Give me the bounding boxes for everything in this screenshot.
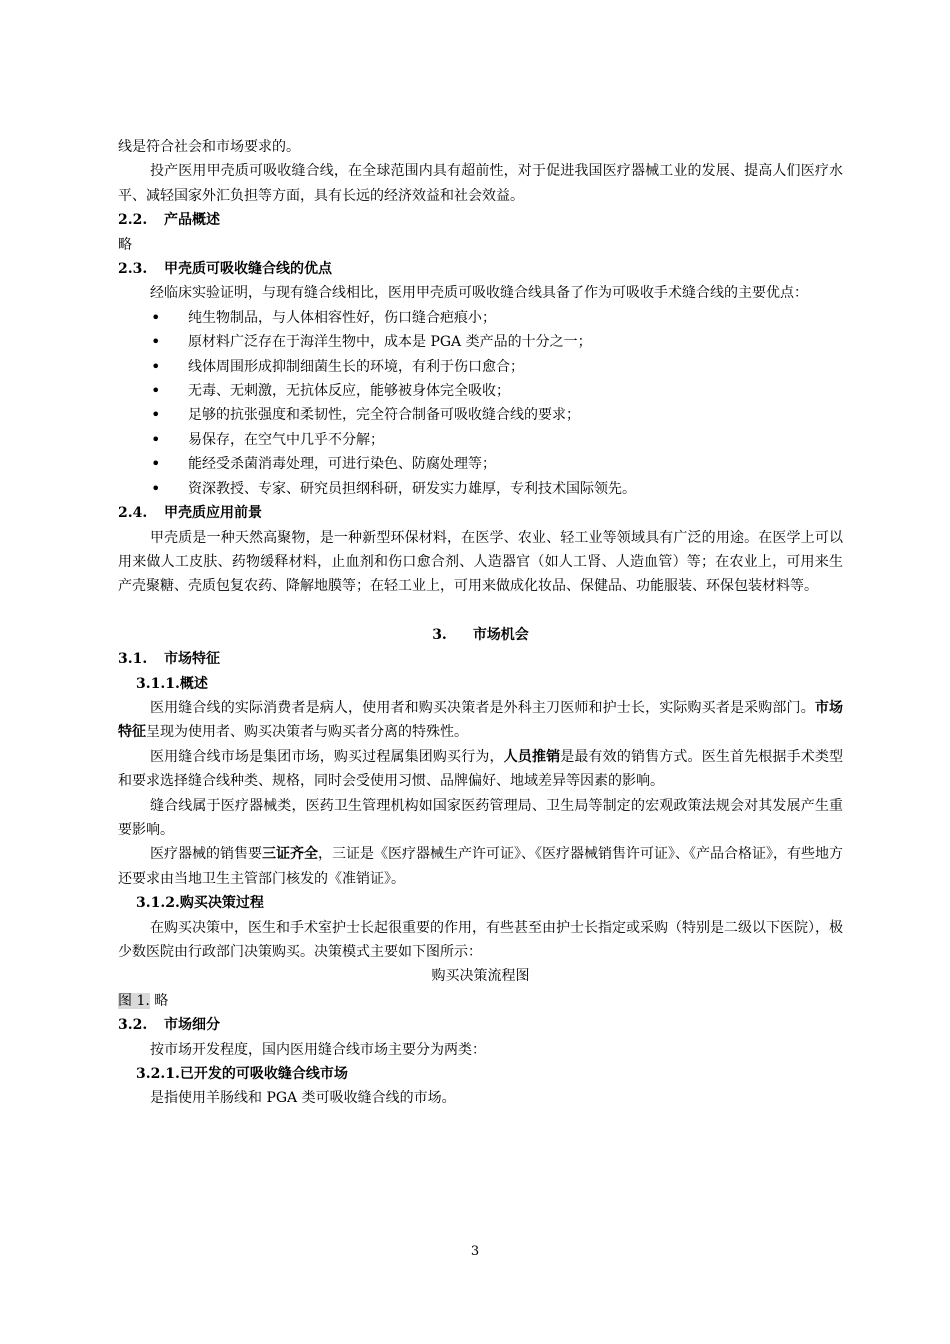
bold-term: 市场特征 — [118, 699, 844, 741]
heading-3-2 — [118, 1013, 843, 1037]
heading-number: 3.1.1. — [136, 675, 180, 692]
heading-title: 甲壳质应用前景 — [164, 505, 262, 522]
figure-placeholder — [118, 989, 843, 1013]
heading-title: 市场机会 — [472, 626, 529, 643]
advantages-list — [118, 306, 843, 501]
section-3-2-1-body: 是指使用羊肠线和 PGA 类可吸收缝合线的市场。 — [150, 1090, 456, 1107]
page-number: 3 — [470, 1244, 480, 1259]
text-run: ，三证是《医疗器械生产许可证》、《医疗器械销售许可证》、《产品合格证》，有些地方还要求由当地卫生主管部门核发的《准销证》。 — [118, 846, 843, 887]
overview-paragraph-3: 缝合线属于医疗器械类，医药卫生管理机构如国家医药管理局、卫生局等制定的宏观政策法规会对其发展产生重要影响。 — [118, 797, 843, 838]
heading-number: 3.2.1. — [136, 1066, 180, 1083]
figure-label: 图 1. — [118, 992, 150, 1009]
overview-paragraph-1 — [118, 696, 843, 745]
list-item: • 线体周围形成抑制细菌生长的环境，有利于伤口愈合； — [118, 355, 843, 379]
heading-2-2 — [118, 208, 843, 232]
list-item: • 易保存，在空气中几乎不分解； — [118, 428, 843, 452]
page-content — [118, 135, 843, 1111]
heading-2-3 — [118, 257, 843, 281]
intro-paragraph-1: 线是符合社会和市场要求的。 — [118, 139, 300, 155]
text-run: 医用缝合线的实际消费者是病人，使用者和购买决策者是外科主刀医师和护士长，实际购买者是采购部门。 — [150, 699, 815, 716]
section-2-4-body: 甲壳质是一种天然高聚物，是一种新型环保材料，在医学、农业、轻工业等领域具有广泛的用途。在医学上可以用来做人工皮肤、药物缓释材料，止血剂和伤口愈合剂、人造器官（如人工肾、人造血管）等；在农业上，可用来生产壳聚糖、壳质包复农药、降解地膜等；在轻工业上，可用来做成化妆品、保健品、功能服装、环保包装材料等。 — [118, 529, 843, 595]
heading-2-4 — [118, 501, 843, 525]
heading-title: 购买决策过程 — [179, 895, 264, 912]
heading-3-1-2 — [136, 891, 843, 915]
heading-3-1 — [118, 647, 843, 671]
intro-paragraph-2: 投产医用甲壳质可吸收缝合线，在全球范围内具有超前性，对于促进我国医疗器械工业的发展、提高人们医疗水平、减轻国家外汇负担等方面，具有长远的经济效益和社会效益。 — [118, 163, 843, 204]
heading-number: 2.4. — [118, 505, 148, 522]
figure-text: 略 — [149, 992, 169, 1009]
heading-title: 甲壳质可吸收缝合线的优点 — [164, 261, 332, 278]
heading-title: 市场特征 — [164, 651, 220, 668]
section-2-3-body: 经临床实验证明，与现有缝合线相比，医用甲壳质可吸收缝合线具备了作为可吸收手术缝合线的主要优点： — [150, 285, 808, 302]
heading-3 — [118, 623, 843, 647]
bold-term: 人员推销 — [503, 748, 561, 765]
list-item: • 能经受杀菌消毒处理，可进行染色、防腐处理等； — [118, 452, 843, 476]
heading-number: 3. — [432, 626, 447, 643]
heading-3-2-1 — [136, 1062, 843, 1086]
heading-number: 3.1.2. — [136, 895, 180, 912]
list-item: • 足够的抗张强度和柔韧性，完全符合制备可吸收缝合线的要求； — [118, 403, 843, 427]
bold-term: 三证齐全 — [262, 846, 318, 863]
section-3-2-body: 按市场开发程度，国内医用缝合线市场主要分为两类： — [150, 1041, 486, 1058]
text-run: 呈现为使用者、购买决策者与购买者分离的特殊性。 — [146, 724, 468, 741]
heading-number: 2.3. — [118, 261, 148, 278]
heading-title: 已开发的可吸收缝合线市场 — [179, 1066, 348, 1083]
text-run: 是最有效的销售方式。医生首先根据手术类型和要求选择缝合线种类、规格，同时会受使用习惯、品牌偏好、地域差异等因素的影响。 — [118, 748, 844, 790]
text-run: 医用缝合线市场是集团市场，购买过程属集团购买行为， — [150, 748, 504, 765]
heading-title: 市场细分 — [164, 1017, 220, 1034]
list-item: • 资深教授、专家、研究员担纲科研，研发实力雄厚，专利技术国际领先。 — [118, 477, 843, 501]
list-item: • 无毒、无刺激，无抗体反应，能够被身体完全吸收； — [118, 379, 843, 403]
decision-process-body: 在购买决策中，医生和手术室护士长起很重要的作用，有些甚至由护士长指定或采购（特别是二级以下医院），极少数医院由行政部门决策购买。决策模式主要如下图所示： — [118, 919, 843, 960]
section-2-2-body: 略 — [118, 236, 132, 253]
heading-number: 3.1. — [118, 651, 148, 668]
figure-caption: 购买决策流程图 — [431, 968, 530, 985]
heading-number: 2.2. — [118, 212, 148, 229]
heading-number: 3.2. — [118, 1017, 148, 1034]
heading-3-1-1 — [136, 672, 843, 696]
list-item: • 纯生物制品，与人体相容性好，伤口缝合疤痕小； — [118, 306, 843, 330]
list-item: • 原材料广泛存在于海洋生物中，成本是 PGA 类产品的十分之一； — [118, 330, 843, 354]
text-run: 医疗器械的销售要 — [150, 846, 262, 863]
overview-paragraph-2 — [118, 745, 843, 794]
heading-title: 产品概述 — [164, 212, 220, 229]
heading-title: 概述 — [179, 675, 208, 692]
overview-paragraph-4 — [118, 842, 843, 891]
